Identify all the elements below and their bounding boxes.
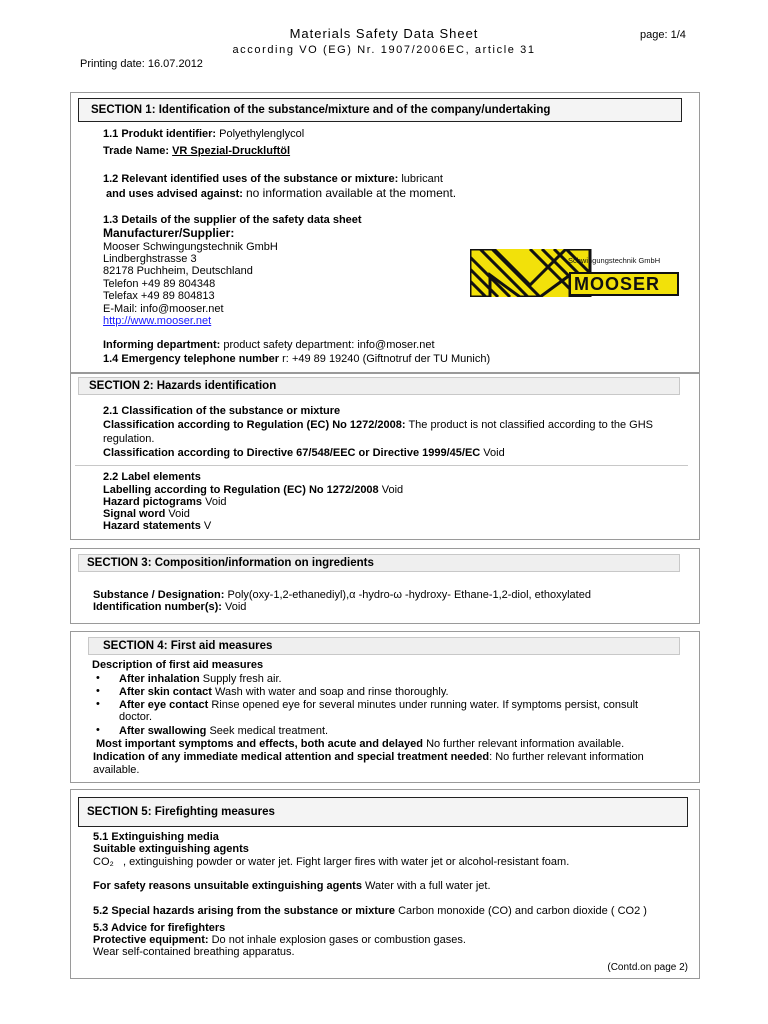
first-aid-item [119, 686, 449, 699]
section-5-title: SECTION 5: Firefighting measures [78, 797, 688, 827]
phone-number: Telefon +49 89 804348 [103, 278, 216, 290]
city-address: 82178 Puchheim, Deutschland [103, 265, 253, 277]
advised-against-value: no information available at the moment. [246, 186, 457, 200]
advised-against-row [106, 187, 456, 201]
suitable-agents-row [93, 856, 569, 869]
fax-number: Telefax +49 89 804813 [103, 290, 215, 302]
co2-text: CO₂ [93, 856, 114, 868]
symptoms-value: No further relevant information available. [426, 738, 625, 750]
indication-value: : No further relevant information [489, 751, 644, 763]
unsuitable-agents-label: For safety reasons unsuitable extinguishing agents [93, 880, 362, 892]
labelling-label: Labelling according to Regulation (EC) No 1272/2008 [103, 484, 379, 496]
directive-value: Void [483, 447, 505, 459]
document-title: Materials Safety Data Sheet [289, 26, 479, 41]
indication-row [93, 751, 644, 764]
company-name: Mooser Schwingungstechnik GmbH [103, 241, 278, 253]
uses-row [103, 173, 443, 186]
directive-label: Classification according to Directive 67/548/EEC or Directive 1999/45/EC [103, 447, 481, 459]
emergency-row [103, 353, 490, 366]
emergency-num: 1.4 [103, 353, 119, 365]
bullet-icon: • [96, 685, 100, 697]
first-aid-item [119, 725, 328, 738]
protective-equipment-value: Do not inhale explosion gases or combustion gases. [211, 934, 466, 946]
first-aid-item-label: After skin contact [119, 686, 212, 698]
section-3-title: SECTION 3: Composition/information on ingredients [78, 554, 680, 572]
mooser-logo [470, 249, 680, 297]
first-aid-description: Description of first aid measures [92, 659, 264, 671]
identification-row [93, 601, 246, 614]
first-aid-item [119, 673, 282, 686]
section-2-divider [75, 465, 688, 466]
signal-word-value: Void [168, 508, 190, 520]
section-2-title: SECTION 2: Hazards identification [78, 377, 680, 395]
directive-row [103, 447, 505, 460]
label-5-3: 5.3 Advice for firefighters [93, 922, 226, 934]
bullet-icon: • [96, 724, 100, 736]
clp-row [103, 419, 653, 432]
informing-label: Informing department: [103, 339, 221, 351]
suitable-agents-label: Suitable extinguishing agents [93, 843, 249, 855]
identification-value: Void [225, 601, 247, 613]
symptoms-row [96, 738, 624, 751]
signal-word-label: Signal word [103, 508, 166, 520]
advised-against-label: and uses advised against: [106, 188, 243, 200]
first-aid-item-label: After swallowing [119, 725, 207, 737]
emergency-value: +49 89 19240 (Giftnotruf der TU Munich) [291, 353, 491, 365]
website-link[interactable]: http://www.mooser.net [103, 315, 212, 327]
hazard-statements-value: V [203, 520, 212, 532]
identification-label: Identification number(s): [93, 601, 222, 613]
indication-cont: available. [93, 764, 140, 776]
trade-name-label: Trade Name: [103, 145, 170, 157]
symptoms-label: Most important symptoms and effects, both acute and delayed [96, 738, 423, 750]
unsuitable-agents-value: Water with a full water jet. [365, 880, 491, 892]
emergency-colon: r: [282, 353, 289, 365]
section-4-title: SECTION 4: First aid measures [88, 637, 680, 655]
document-subtitle: according VO (EG) Nr. 1907/2006EC, article 31 [232, 44, 536, 56]
substance-label: Substance / Designation: [93, 589, 225, 601]
continued-note: (Contd.on page 2) [607, 962, 688, 973]
uses-label: 1.2 Relevant identified uses of the substance or mixture: [103, 173, 399, 185]
informing-department-row [103, 339, 435, 352]
section-1-title: SECTION 1: Identification of the substance/mixture and of the company/undertaking [78, 98, 682, 122]
clp-value-cont: regulation. [103, 433, 155, 445]
first-aid-item-label: After eye contact [119, 699, 209, 711]
trade-name-value: VR Spezial-Druckluftöl [172, 145, 291, 157]
hazard-statements-label: Hazard statements [103, 520, 201, 532]
first-aid-item-text: Supply fresh air. [202, 673, 282, 685]
labelling-value: Void [381, 484, 404, 496]
pictograms-value: Void [205, 496, 227, 508]
indication-label: Indication of any immediate medical attention and special treatment needed [93, 751, 490, 763]
breathing-apparatus-text: Wear self-contained breathing apparatus. [93, 946, 295, 958]
printing-date: Printing date: 16.07.2012 [80, 58, 203, 70]
protective-equipment-label: Protective equipment: [93, 934, 209, 946]
special-hazards-row [93, 905, 647, 918]
email-address: E-Mail: info@mooser.net [103, 303, 224, 315]
label-2-2: 2.2 Label elements [103, 471, 201, 483]
trade-name-row [103, 145, 290, 158]
supplier-heading: 1.3 Details of the supplier of the safety data sheet [103, 214, 362, 226]
suitable-agents-value: , extinguishing powder or water jet. Fight larger fires with water jet or alcohol-resistant foam. [122, 856, 570, 868]
first-aid-item-text: Rinse opened eye for several minutes under running water. If symptoms persist, consult [211, 699, 639, 711]
hazard-statements-row [103, 520, 211, 533]
first-aid-item-text: Seek medical treatment. [209, 725, 329, 737]
label-5-1: 5.1 Extinguishing media [93, 831, 219, 843]
first-aid-item [119, 699, 638, 712]
pictograms-label: Hazard pictograms [103, 496, 203, 508]
unsuitable-agents-row [93, 880, 491, 893]
first-aid-item-label: After inhalation [119, 673, 200, 685]
informing-value: product safety department: info@moser.net [223, 339, 435, 351]
street-address: Lindberghstrasse 3 [103, 253, 197, 265]
bullet-icon: • [96, 672, 100, 684]
clp-label: Classification according to Regulation (EC) No 1272/2008: [103, 419, 406, 431]
logo-text: MOOSER [574, 274, 661, 294]
label-2-1: 2.1 Classification of the substance or mixture [103, 405, 341, 417]
emergency-label: Emergency telephone number [121, 353, 280, 365]
bullet-icon: • [96, 698, 100, 710]
page-number: page: 1/4 [640, 29, 686, 41]
substance-value: Poly(oxy-1,2-ethanediyl),α -hydro-ω -hydroxy- Ethane-1,2-diol, ethoxylated [227, 589, 591, 601]
first-aid-item-text: Wash with water and soap and rinse thoroughly. [214, 686, 449, 698]
product-identifier-row [103, 128, 304, 141]
clp-value: The product is not classified according to the GHS [408, 419, 654, 431]
special-hazards-value: Carbon monoxide (CO) and carbon dioxide ( CO2 ) [398, 905, 647, 917]
special-hazards-label: 5.2 Special hazards arising from the substance or mixture [93, 905, 395, 917]
first-aid-item-cont: doctor. [119, 711, 153, 723]
logo-subtext: Schwingungstechnik GmbH [568, 256, 661, 265]
manufacturer-label: Manufacturer/Supplier: [103, 226, 235, 240]
uses-value: lubricant [401, 173, 443, 185]
product-identifier-value: Polyethylenglycol [219, 128, 305, 140]
product-identifier-label: 1.1 Produkt identifier: [103, 128, 217, 140]
